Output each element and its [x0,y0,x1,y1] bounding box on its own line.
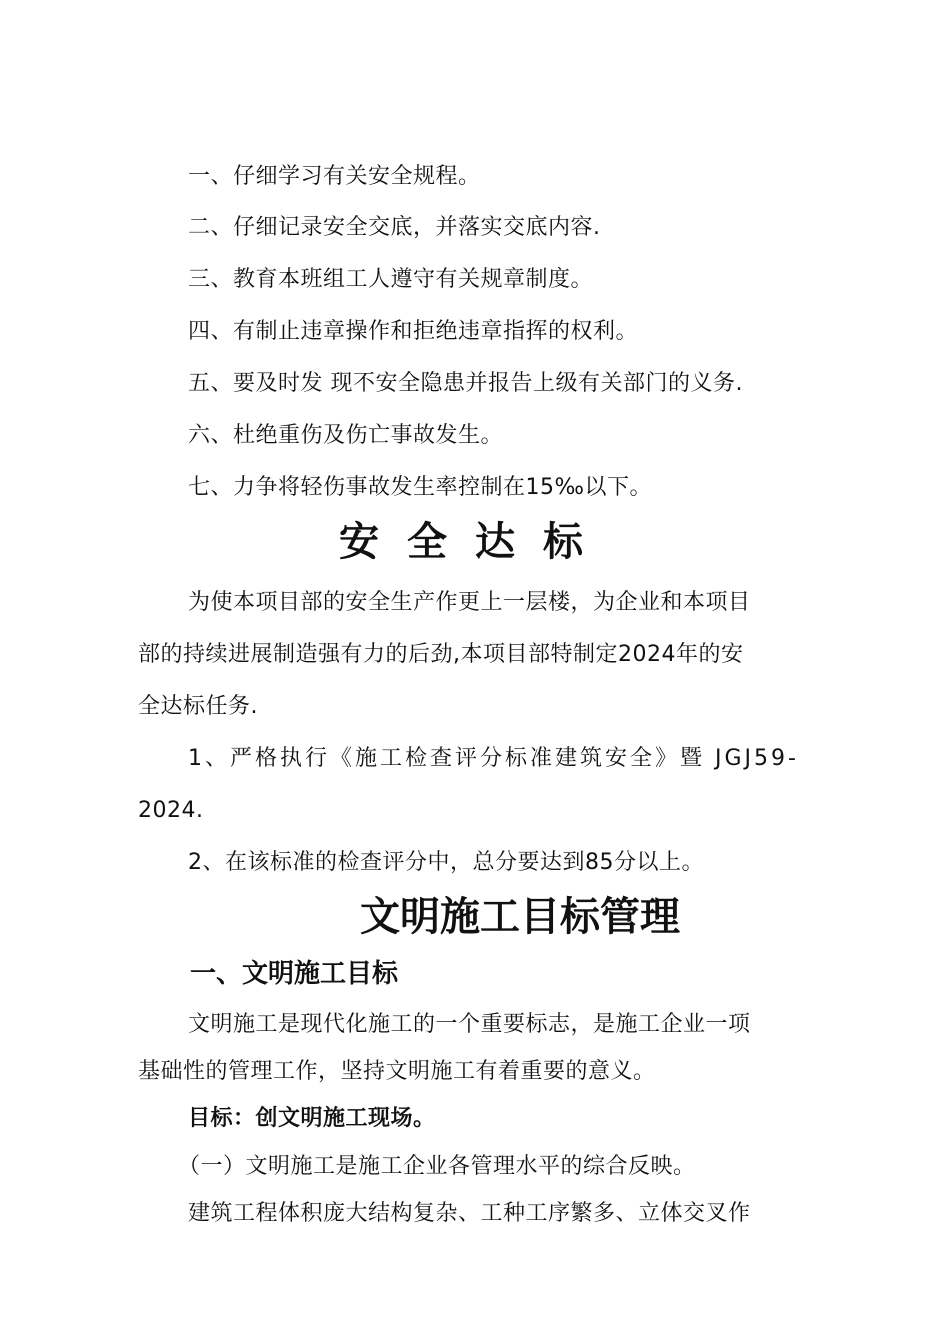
safety-paragraph-line-1: 为使本项目部的安全生产作更上一层楼，为企业和本项目 [188,590,751,615]
section-title-civilized: 文明施工目标管理 [360,894,680,940]
safety-paragraph-line-2: 部的持续进展制造强有力的后劲,本项目部特制定2024年的安 [138,642,744,667]
safety-item-2: 2、在该标准的检查评分中，总分要达到85分以上。 [188,850,704,875]
safety-paragraph-line-3: 全达标任务. [138,694,258,719]
civilized-goal: 目标：创文明施工现场。 [188,1106,436,1131]
list-item-1: 一、仔细学习有关安全规程。 [188,164,481,189]
civilized-last-line: 建筑工程体积庞大结构复杂、工种工序繁多、立体交叉作 [188,1201,751,1226]
list-item-6: 六、杜绝重伤及伤亡事故发生。 [188,423,504,448]
civilized-paragraph-line-1: 文明施工是现代化施工的一个重要标志，是施工企业一项 [188,1012,751,1037]
list-item-5: 五、要及时发 现不安全隐患并报告上级有关部门的义务. [188,371,743,396]
list-item-4: 四、有制止违章操作和拒绝违章指挥的权利。 [188,319,639,344]
civilized-paragraph-line-2: 基础性的管理工作，坚持文明施工有着重要的意义。 [138,1059,656,1084]
civilized-sub-item-1: （一）文明施工是施工企业各管理水平的综合反映。 [178,1154,696,1179]
section-title-safety: 安全达标 [339,519,611,565]
list-item-3: 三、教育本班组工人遵守有关规章制度。 [188,267,594,292]
safety-item-1-line-1: 1、严格执行《施工检查评分标准建筑安全》暨 JGJ59- [188,746,799,771]
list-item-7: 七、力争将轻伤事故发生率控制在15‰以下。 [188,475,653,500]
list-item-2: 二、仔细记录安全交底，并落实交底内容. [188,215,601,240]
safety-item-1-line-2: 2024. [138,798,204,823]
civilized-subtitle: 一、文明施工目标 [190,959,399,989]
